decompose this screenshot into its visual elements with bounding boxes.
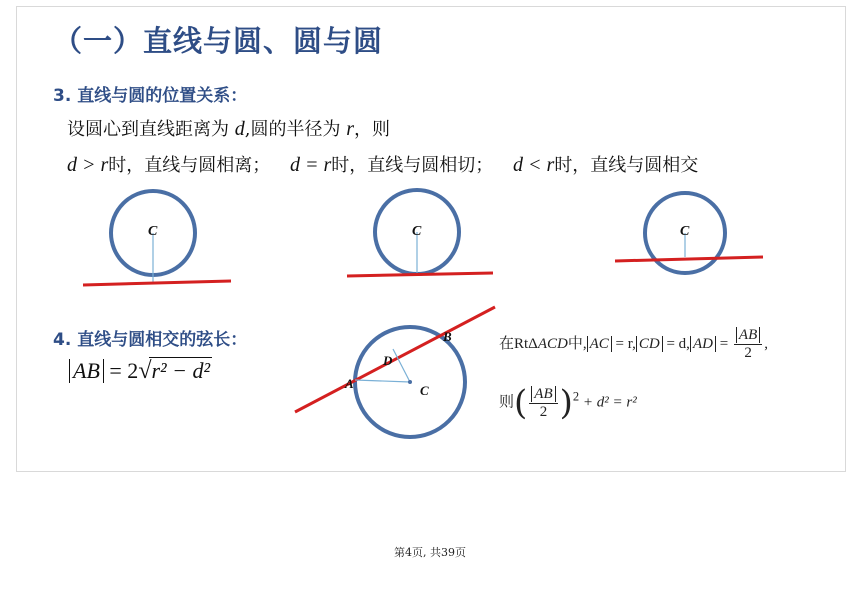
slide-title: （一）直线与圆、圆与圆	[53, 24, 384, 58]
derivation-line-2: 则( $\frac{AB}{2}$ )$^2$ + d² = r²	[499, 383, 637, 423]
case-intersect-math: d < r	[513, 154, 555, 176]
deriv-ac: AC	[587, 336, 612, 352]
sqrt-sign: √	[138, 358, 152, 384]
cases-line	[67, 151, 698, 177]
deriv2-fraction	[529, 386, 557, 421]
formula-lhs: AB	[69, 359, 104, 383]
deriv2-frac-num: AB	[531, 386, 555, 402]
deriv-end: ,	[764, 335, 768, 352]
center-label-3: C	[680, 224, 690, 239]
deriv-frac-num: AB	[736, 327, 760, 343]
segment-ac	[355, 380, 410, 382]
setup-suffix: ，则	[354, 119, 390, 140]
deriv2-square: 2	[572, 389, 580, 404]
case-separate-math: d > r	[67, 154, 109, 176]
deriv2-rest: + d² = r²	[579, 394, 637, 411]
case-intersect-text: 时，直线与圆相交	[554, 155, 699, 176]
setup-middle: ,圆的半径为	[244, 119, 341, 140]
case-separate-text: 时，直线与圆相离；	[108, 155, 271, 176]
figure-intersect	[613, 187, 783, 287]
deriv-mid: 中,	[567, 335, 587, 352]
formula-radicand: r² − d²	[151, 358, 211, 383]
center-label-2: C	[412, 224, 422, 239]
deriv-prefix: 在RtΔ	[499, 335, 538, 352]
slide	[16, 6, 846, 472]
section-3-heading: 3. 直线与圆的位置关系：	[53, 86, 248, 106]
label-c: C	[420, 383, 429, 398]
deriv2-frac-den: 2	[539, 403, 548, 420]
deriv-ad: AD	[690, 336, 716, 352]
center-label-1: C	[148, 224, 158, 239]
deriv-triangle: ACD	[537, 335, 568, 352]
setup-sentence	[67, 115, 390, 141]
page-footer: 第4页, 共39页	[394, 546, 466, 559]
deriv2-prefix: 则	[499, 394, 515, 411]
deriv-eq-d: = d,	[662, 335, 690, 352]
deriv-frac-den: 2	[744, 345, 752, 361]
case-tangent-text: 时，直线与圆相切；	[331, 155, 494, 176]
chord-length-formula	[69, 357, 212, 385]
figure-tangent	[343, 187, 513, 287]
figure-separate	[77, 187, 247, 287]
deriv-eq: =	[715, 335, 732, 352]
setup-r: r	[346, 118, 354, 140]
section-4-heading: 4. 直线与圆相交的弦长：	[53, 330, 248, 350]
setup-prefix: 设圆心到直线距离为	[67, 119, 229, 140]
label-d: D	[383, 353, 393, 368]
line-tangent	[347, 273, 493, 276]
case-tangent-math: d = r	[290, 154, 332, 176]
center-point	[408, 380, 412, 384]
label-b: B	[443, 329, 452, 344]
label-a: A	[345, 376, 354, 391]
deriv-cd: CD	[636, 336, 663, 352]
deriv-fraction	[734, 327, 762, 362]
line-separate	[83, 281, 231, 285]
derivation-line-1	[499, 327, 768, 362]
line-intersect	[615, 257, 763, 261]
figure-chord	[293, 305, 503, 445]
formula-eq: = 2	[103, 358, 139, 383]
deriv-eq-r: = r,	[611, 335, 636, 352]
setup-d: d	[234, 118, 245, 140]
